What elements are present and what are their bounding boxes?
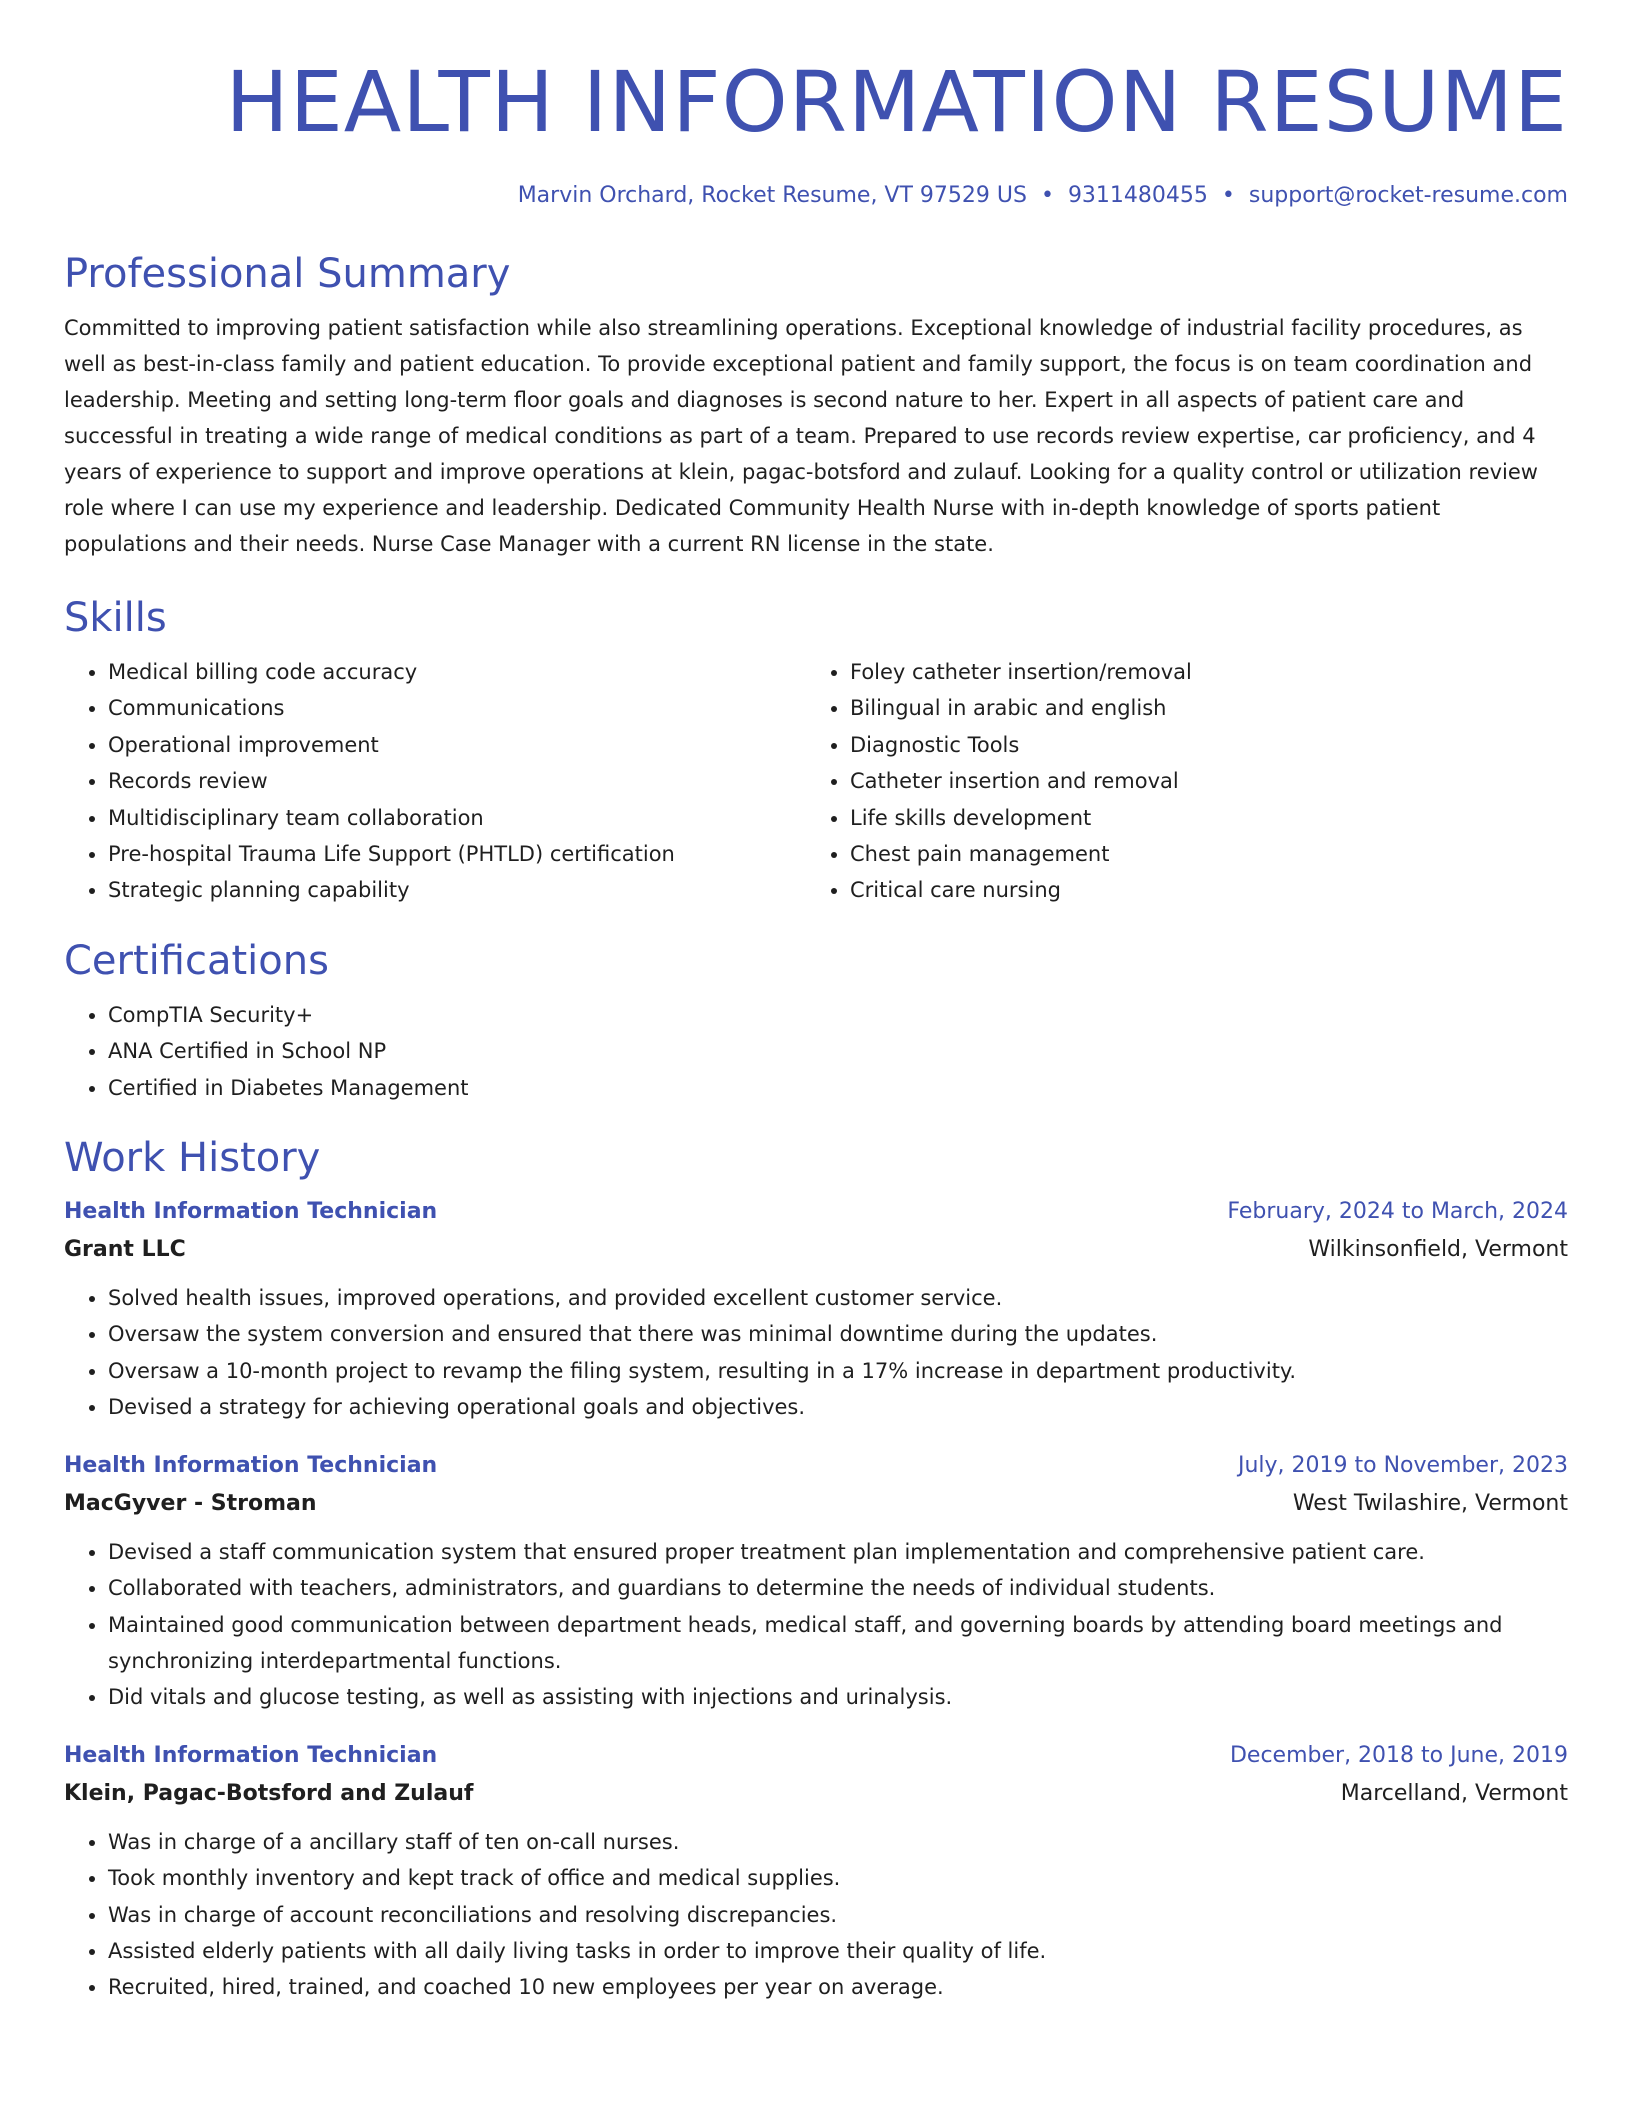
skill-item: • Pre-hospital Trauma Life Support (PHTLD) certification <box>108 836 806 872</box>
job-bullet: • Maintained good communication between department heads, medical staff, and governing boards by attending board meetings and synchronizing interdepartmental functions. <box>108 1607 1568 1680</box>
job-bullet: • Oversaw the system conversion and ensured that there was minimal downtime during the updates. <box>108 1316 1568 1352</box>
job-header-row <box>64 1194 1568 1230</box>
job-dates: February, 2024 to March, 2024 <box>1227 1199 1568 1225</box>
professional-summary-section <box>64 248 1568 562</box>
skill-item: • Strategic planning capability <box>108 872 806 908</box>
skill-item: • Multidisciplinary team collaboration <box>108 800 806 836</box>
job-location: West Twilashire, Vermont <box>1292 1490 1568 1516</box>
job-company: Klein, Pagac-Botsford and Zulauf <box>64 1780 474 1806</box>
job-bullet: • Did vitals and glucose testing, as well as assisting with injections and urinalysis. <box>108 1679 1568 1715</box>
job-dates: July, 2019 to November, 2023 <box>1237 1452 1568 1478</box>
skill-item: • Foley catheter insertion/removal <box>850 654 1566 690</box>
job-bullet: • Devised a strategy for achieving operational goals and objectives. <box>108 1389 1568 1425</box>
job-company-row <box>64 1230 1568 1270</box>
skills-column-left <box>64 654 806 909</box>
resume-title: HEALTH INFORMATION RESUME <box>225 53 1568 151</box>
job-company: Grant LLC <box>64 1237 186 1263</box>
job-title: Health Information Technician <box>64 1452 438 1478</box>
contact-separator: • <box>1221 183 1235 208</box>
job-dates: December, 2018 to June, 2019 <box>1229 1742 1568 1768</box>
skills-grid <box>64 654 1568 909</box>
job-bullets <box>64 1534 1568 1716</box>
section-heading-work-history: Work History <box>64 1135 321 1182</box>
certification-item: • ANA Certified in School NP <box>108 1033 1568 1069</box>
skills-section <box>64 592 1568 909</box>
work-history-section <box>64 1132 1568 2006</box>
resume-header <box>64 50 1568 212</box>
skill-item: • Diagnostic Tools <box>850 727 1566 763</box>
job-bullets <box>64 1824 1568 2006</box>
job-bullet: • Collaborated with teachers, administrators, and guardians to determine the needs of individual students. <box>108 1570 1568 1606</box>
job-location: Marcelland, Vermont <box>1340 1780 1568 1806</box>
skill-item: • Operational improvement <box>108 727 806 763</box>
job-title: Health Information Technician <box>64 1742 438 1768</box>
contact-phone: 9311480455 <box>1067 183 1208 208</box>
job-entry <box>64 1448 1568 1716</box>
skills-list-right <box>806 654 1566 909</box>
contact-address: Marvin Orchard, Rocket Resume, VT 97529 US <box>517 183 1027 208</box>
section-heading-certifications: Certifications <box>64 937 329 984</box>
job-bullet: • Assisted elderly patients with all daily living tasks in order to improve their quality of life. <box>108 1933 1568 1969</box>
certification-item: • CompTIA Security+ <box>108 997 1568 1033</box>
job-location: Wilkinsonfield, Vermont <box>1308 1237 1568 1263</box>
contact-separator: • <box>1040 183 1054 208</box>
job-entry <box>64 1194 1568 1426</box>
certifications-list <box>64 997 1568 1106</box>
certification-item: • Certified in Diabetes Management <box>108 1070 1568 1106</box>
summary-text: Committed to improving patient satisfaction while also streamlining operations. Exceptional knowledge of industrial facility procedures, as well as best-in-class family and patient education. To provide exceptional patient and family support, the focus is on team coordination and leadership. Meeting and setting long-term floor goals and diagnoses is second nature to her. Expert in all aspects of patient care and successful in treating a wide range of medical conditions as part of a team. Prepared to use records review expertise, car proficiency, and 4 years of experience to support and improve operations at klein, pagac-botsford and zulauf. Looking for a quality control or utilization review role where I can use my experience and leadership. Dedicated Community Health Nurse with in-depth knowledge of sports patient populations and their needs. Nurse Case Manager with a current RN license in the state. <box>64 316 1538 556</box>
job-company: MacGyver - Stroman <box>64 1490 317 1516</box>
contact-line <box>64 180 1568 212</box>
skill-item: • Communications <box>108 690 806 726</box>
skill-item: • Catheter insertion and removal <box>850 763 1566 799</box>
job-bullets <box>64 1280 1568 1426</box>
job-header-row <box>64 1448 1568 1484</box>
job-company-row <box>64 1774 1568 1814</box>
job-title: Health Information Technician <box>64 1199 438 1225</box>
skills-list-left <box>64 654 806 909</box>
job-bullet: • Was in charge of account reconciliations and resolving discrepancies. <box>108 1897 1568 1933</box>
section-heading-summary: Professional Summary <box>64 251 511 297</box>
job-company-row <box>64 1484 1568 1524</box>
skill-item: • Critical care nursing <box>850 872 1566 908</box>
job-bullet: • Oversaw a 10-month project to revamp the filing system, resulting in a 17% increase in department productivity. <box>108 1353 1568 1389</box>
contact-email: support@rocket-resume.com <box>1248 183 1568 208</box>
job-entry <box>64 1738 1568 2006</box>
job-bullet: • Took monthly inventory and kept track of office and medical supplies. <box>108 1860 1568 1896</box>
skill-item: • Medical billing code accuracy <box>108 654 806 690</box>
job-bullet: • Recruited, hired, trained, and coached 10 new employees per year on average. <box>108 1969 1568 2005</box>
job-bullet: • Was in charge of a ancillary staff of ten on-call nurses. <box>108 1824 1568 1860</box>
skill-item: • Chest pain management <box>850 836 1566 872</box>
skills-column-right <box>806 654 1566 909</box>
skill-item: • Records review <box>108 763 806 799</box>
job-header-row <box>64 1738 1568 1774</box>
skill-item: • Bilingual in arabic and english <box>850 690 1566 726</box>
skill-item: • Life skills development <box>850 800 1566 836</box>
certifications-section <box>64 935 1568 1106</box>
job-bullet: • Devised a staff communication system that ensured proper treatment plan implementation and comprehensive patient care. <box>108 1534 1568 1570</box>
section-heading-skills: Skills <box>64 595 167 641</box>
job-bullet: • Solved health issues, improved operations, and provided excellent customer service. <box>108 1280 1568 1316</box>
